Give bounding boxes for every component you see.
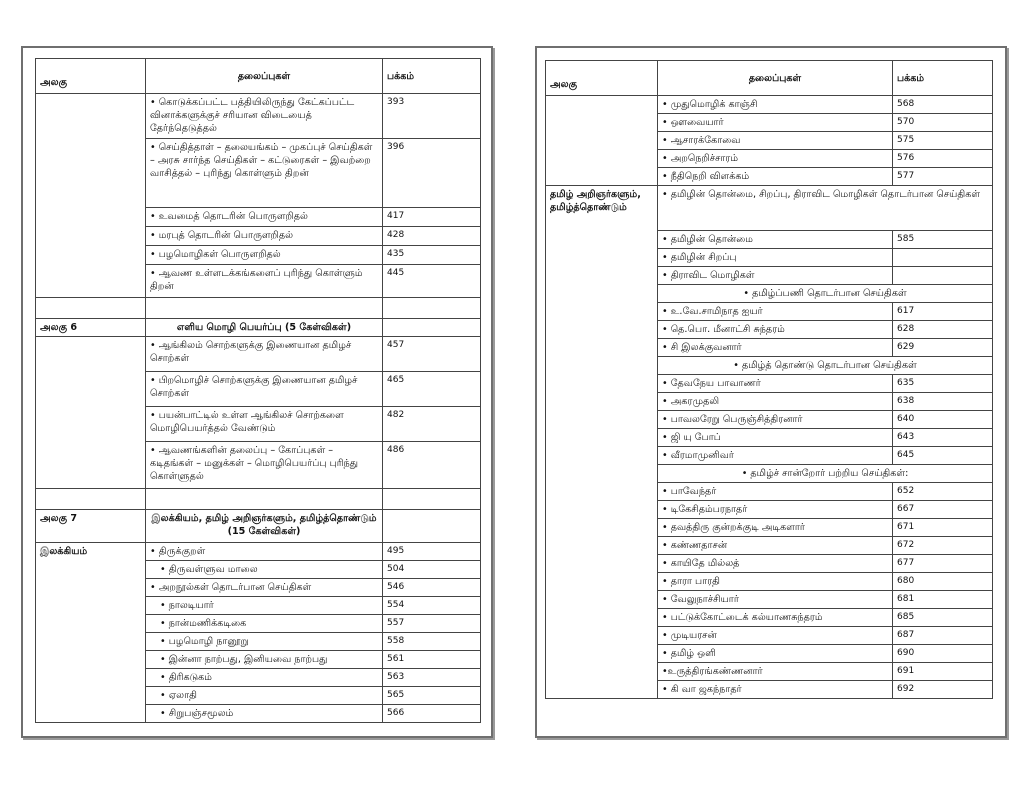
page-number: 435: [383, 246, 481, 265]
page-number: 566: [383, 705, 481, 723]
page-number: [893, 267, 993, 285]
topic-cell: • பாவலரேறு பெருஞ்சித்திரனார்: [658, 411, 893, 429]
topic-cell: • ஆவண உள்ளடக்கங்களைப் புரிந்து கொள்ளும் திறன்: [146, 265, 383, 298]
topic-cell: • செய்தித்தாள் – தலையங்கம் – முகப்புச் செய்திகள் – அரசு சார்ந்த செய்திகள் – கட்டுரைகள் – இவற்றை வாசித்தல் – புரிந்து கொள்ளும் திறன்: [146, 139, 383, 208]
page-number: 635: [893, 375, 993, 393]
unit6-row: [36, 319, 481, 337]
topic-cell: • பிறமொழிச் சொற்களுக்கு இணையான தமிழச் சொற்கள்: [146, 372, 383, 407]
topic-cell: • ஏலாதி: [146, 687, 383, 705]
topic-cell: • உவமைத் தொடரின் பொருளறிதல்: [146, 208, 383, 227]
topic-cell: • அறநூல்கள் தொடர்பான செய்திகள்: [146, 579, 383, 597]
topic-cell: • நான்மணிக்கடிகை: [146, 615, 383, 633]
topic-cell: • பாவேந்தர்: [658, 483, 893, 501]
unit6-label: அலகு 6: [36, 319, 146, 337]
left-header-row: [36, 59, 481, 94]
page-number: 457: [383, 337, 481, 372]
page-number: 565: [383, 687, 481, 705]
page-number: 396: [383, 139, 481, 208]
page-number: 680: [893, 573, 993, 591]
header-section: அலகு: [546, 61, 658, 96]
scholars-label: தமிழ் அறிஞர்களும், தமிழ்த்தொண்டும்: [546, 186, 658, 699]
topic-cell: • இன்னா நாற்பது, இனியவை நாற்பது: [146, 651, 383, 669]
topic-cell: • கொடுக்கப்பட்ட பத்தியிலிருந்து கேட்கப்பட்ட வினாக்களுக்குச் சரியான விடையைத் தேர்ந்தெடுத்தல்: [146, 94, 383, 139]
topic-cell: • தாரா பாரதி: [658, 573, 893, 591]
toc-row: [36, 543, 481, 561]
page-number: 640: [893, 411, 993, 429]
topic-cell: • டிகேசிதம்பரநாதர்: [658, 501, 893, 519]
section-empty-cell: [36, 94, 146, 298]
spacer-cell: [383, 489, 481, 510]
header-topics: தலைப்புகள்: [658, 61, 893, 96]
page-number: [893, 249, 993, 267]
page-number: 645: [893, 447, 993, 465]
page-number: 585: [893, 231, 993, 249]
right-toc-body: [546, 61, 993, 699]
page-number: 671: [893, 519, 993, 537]
topic-cell: • தமிழின் சிறப்பு: [658, 249, 893, 267]
page-number: 638: [893, 393, 993, 411]
page-number: 554: [383, 597, 481, 615]
topic-cell: • பழமொழிகள் பொருளறிதல்: [146, 246, 383, 265]
page-number: 577: [893, 168, 993, 186]
right-header-row: [546, 61, 993, 96]
header-topics: தலைப்புகள்: [146, 59, 383, 94]
page-number: 628: [893, 321, 993, 339]
topic-cell: • தேவநேய பாவாணர்: [658, 375, 893, 393]
page-number: 561: [383, 651, 481, 669]
toc-row: [546, 96, 993, 114]
page-number: 677: [893, 555, 993, 573]
topic-cell: • பயன்பாட்டில் உள்ள ஆங்கிலச் சொற்களை மொழிபெயர்த்தல் வேண்டும்: [146, 407, 383, 442]
topic-cell: • ஆவணங்களின் தலைப்பு – கோப்புகள் – கடிதங்கள் – மனுக்கள் – மொழிபெயர்ப்பு புரிந்து கொள்ளுதல்: [146, 442, 383, 489]
topic-cell: • நீதிநெறி விளக்கம்: [658, 168, 893, 186]
page-number: 504: [383, 561, 481, 579]
header-section: அலகு: [36, 59, 146, 94]
topic-cell: • திருவள்ளுவ மாலை: [146, 561, 383, 579]
topic-cell: • தமிழின் தொன்மை: [658, 231, 893, 249]
page-number: 576: [893, 150, 993, 168]
topic-cell: • சி இலக்குவனார்: [658, 339, 893, 357]
unit7-row: [36, 510, 481, 543]
topic-cell: • தெ.பொ. மீனாட்சி சுந்தரம்: [658, 321, 893, 339]
scholars-intro: • தமிழின் தொன்மை, சிறப்பு, திராவிட மொழிகள் தொடர்பான செய்திகள்: [658, 186, 993, 231]
spacer-row: [36, 489, 481, 510]
page-number: 691: [893, 663, 993, 681]
spacer-cell: [146, 489, 383, 510]
topic-cell: • மரபுத் தொடரின் பொருளறிதல்: [146, 227, 383, 246]
topic-cell: • வேலுநாச்சியார்: [658, 591, 893, 609]
page-number: 557: [383, 615, 481, 633]
topic-cell: • சிறுபஞ்சமூலம்: [146, 705, 383, 723]
unit6-title: எளிய மொழி பெயர்ப்பு (5 கேள்விகள்): [146, 319, 383, 337]
page-number: 570: [893, 114, 993, 132]
page-number: 486: [383, 442, 481, 489]
spacer-cell: [383, 298, 481, 319]
page-number: 667: [893, 501, 993, 519]
page-number: 617: [893, 303, 993, 321]
page-number: 672: [893, 537, 993, 555]
topic-cell: •உருத்திரங்கண்ணனார்: [658, 663, 893, 681]
service-heading-cell: • தமிழ்ப்பணி தொடர்பான செய்திகள்: [658, 285, 993, 303]
devotion-heading-cell: • தமிழ்த் தொண்டு தொடர்பான செய்திகள்: [658, 357, 993, 375]
spacer-cell: [36, 489, 146, 510]
header-page: பக்கம்: [383, 59, 481, 94]
page-number: 687: [893, 627, 993, 645]
right-toc-table: [545, 60, 993, 699]
topic-cell: • திராவிட மொழிகள்: [658, 267, 893, 285]
topic-cell: • தவத்திரு குன்றக்குடி அடிகளார்: [658, 519, 893, 537]
spacer-row: [36, 298, 481, 319]
header-page: பக்கம்: [893, 61, 993, 96]
topic-cell: • அறநெறிச்சாரம்: [658, 150, 893, 168]
page-number: 393: [383, 94, 481, 139]
topic-cell: • திரிகடுகம்: [146, 669, 383, 687]
spacer-cell: [383, 510, 481, 543]
page-number: 681: [893, 591, 993, 609]
topic-cell: • பழமொழி நானூறு: [146, 633, 383, 651]
topic-cell: • ஜி யு போப்: [658, 429, 893, 447]
topic-cell: • உ.வே.சாமிநாத ஐயர்: [658, 303, 893, 321]
section-empty-cell: [546, 96, 658, 186]
spacer-cell: [383, 319, 481, 337]
page-number: 495: [383, 543, 481, 561]
left-toc-body: [36, 59, 481, 723]
spacer-cell: [146, 298, 383, 319]
topic-cell: • கண்ணதாசன்: [658, 537, 893, 555]
page-number: 652: [893, 483, 993, 501]
page-number: 685: [893, 609, 993, 627]
page-number: 575: [893, 132, 993, 150]
page-number: 445: [383, 265, 481, 298]
page-number: 546: [383, 579, 481, 597]
page-number: 692: [893, 681, 993, 699]
scholars-intro-row: [546, 186, 993, 231]
left-toc-table: [35, 58, 481, 723]
topic-cell: • தமிழ் ஒளி: [658, 645, 893, 663]
topic-cell: • முதுமொழிக் காஞ்சி: [658, 96, 893, 114]
left-page: [21, 46, 493, 738]
topic-cell: • காயிதே மில்லத்: [658, 555, 893, 573]
page-number: 690: [893, 645, 993, 663]
topic-cell: • ஆசாரக்கோவை: [658, 132, 893, 150]
toc-row: [36, 94, 481, 139]
topic-cell: • திருக்குறள்: [146, 543, 383, 561]
toc-row: [36, 337, 481, 372]
topic-cell: • ஔவையார்: [658, 114, 893, 132]
page-number: 568: [893, 96, 993, 114]
topic-cell: • பட்டுக்கோட்டைக் கல்யாணசுந்தரம்: [658, 609, 893, 627]
page-number: 563: [383, 669, 481, 687]
topic-cell: • வீரமாமுனிவர்: [658, 447, 893, 465]
literature-label: இலக்கியம்: [36, 543, 146, 723]
topic-cell: • நாலடியார்: [146, 597, 383, 615]
topic-cell: • ஆங்கிலம் சொற்களுக்கு இணையான தமிழச் சொற்கள்: [146, 337, 383, 372]
unit7-title: இலக்கியம், தமிழ் அறிஞர்களும், தமிழ்த்தொண்டும் (15 கேள்விகள்): [146, 510, 383, 543]
page-number: 643: [893, 429, 993, 447]
page-number: 417: [383, 208, 481, 227]
page-number: 428: [383, 227, 481, 246]
page-number: 629: [893, 339, 993, 357]
right-page: [535, 46, 1007, 738]
page-number: 465: [383, 372, 481, 407]
topic-cell: • முடியரசன்: [658, 627, 893, 645]
page-number: 558: [383, 633, 481, 651]
greats-heading-cell: • தமிழ்ச் சான்றோர் பற்றிய செய்திகள்:: [658, 465, 993, 483]
topic-cell: • கி வா ஜகந்நாதர்: [658, 681, 893, 699]
page-number: 482: [383, 407, 481, 442]
section-empty-cell: [36, 337, 146, 489]
spacer-cell: [36, 298, 146, 319]
unit7-label: அலகு 7: [36, 510, 146, 543]
topic-cell: • அகரமுதலி: [658, 393, 893, 411]
